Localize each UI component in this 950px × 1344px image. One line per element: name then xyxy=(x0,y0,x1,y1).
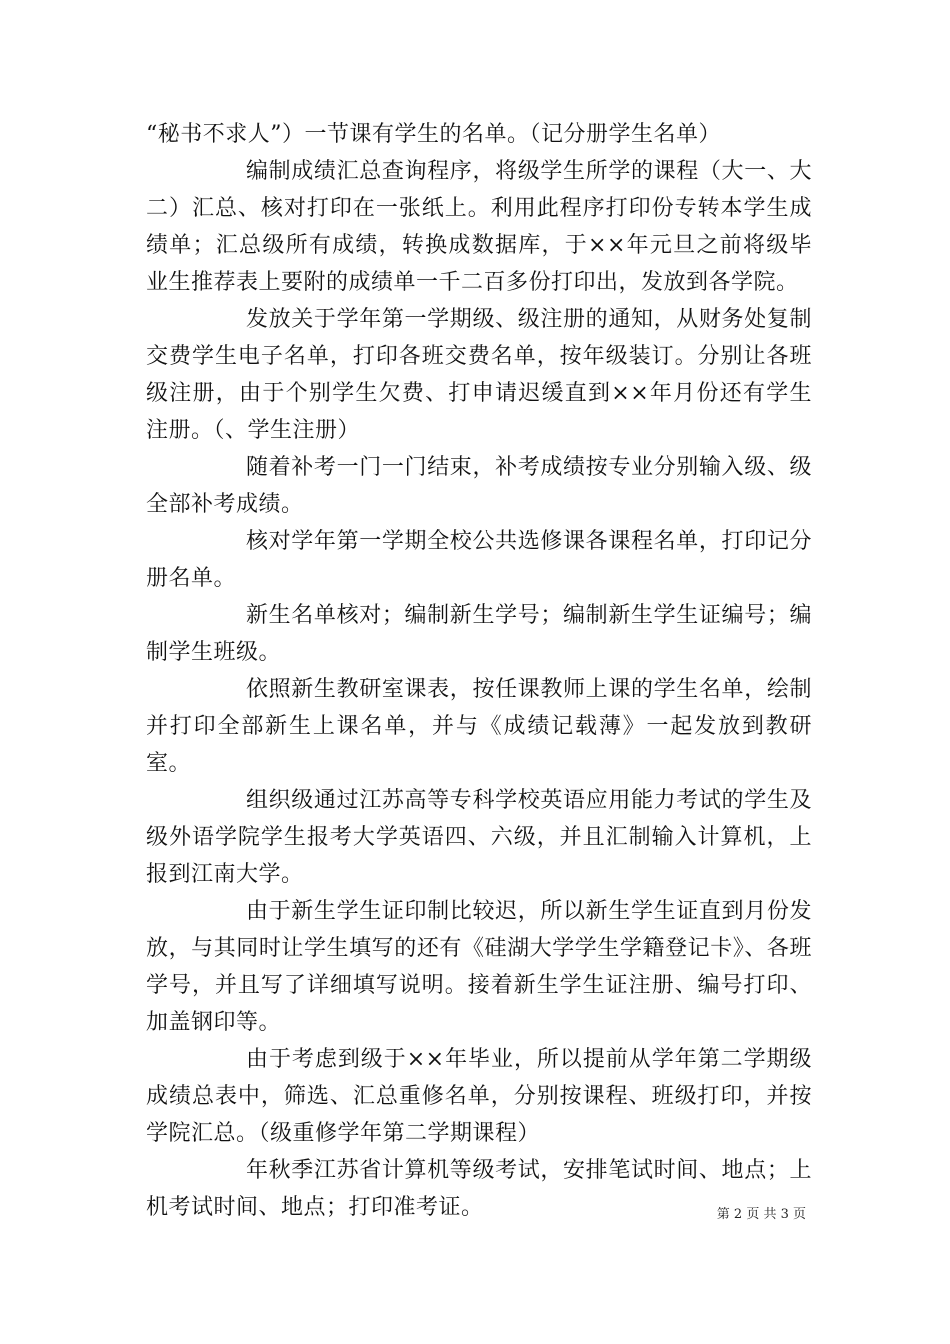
paragraph: 随着补考一门一门结束，补考成绩按专业分别输入级、级全部补考成绩。 xyxy=(146,455,812,517)
paragraph: 发放关于学年第一学期级、级注册的通知，从财务处复制交费学生电子名单，打印各班交费名单，按年级装订。分别让各班级注册，由于个别学生欠费、打申请迟缓直到××年月份还有学生注册。（、学生注册） xyxy=(146,307,812,443)
paragraph: “秘书不求人”）一节课有学生的名单。（记分册学生名单） xyxy=(146,122,721,147)
paragraph: 编制成绩汇总查询程序，将级学生所学的课程（大一、大二）汇总、核对打印在一张纸上。利用此程序打印份专转本学生成绩单；汇总级所有成绩，转换成数据库，于××年元旦之前将级毕业生推荐表上要附的成绩单一千二百多份打印出，发放到各学院。 xyxy=(146,159,812,295)
paragraph: 新生名单核对；编制新生学号；编制新生学生证编号；编制学生班级。 xyxy=(146,603,812,665)
paragraph: 由于新生学生证印制比较迟，所以新生学生证直到月份发放，与其同时让学生填写的还有《硅湖大学学生学籍登记卡》、各班学号，并且写了详细填写说明。接着新生学生证注册、编号打印、加盖钢印等。 xyxy=(146,899,812,1035)
page-number-footer: 第 2 页 共 3 页 xyxy=(716,1207,806,1222)
paragraph: 由于考虑到级于××年毕业，所以提前从学年第二学期级成绩总表中，筛选、汇总重修名单，分别按课程、班级打印，并按学院汇总。（级重修学年第二学期课程） xyxy=(146,1047,812,1146)
paragraph: 年秋季江苏省计算机等级考试，安排笔试时间、地点；上机考试时间、地点；打印准考证。 xyxy=(146,1158,812,1220)
paragraph: 组织级通过江苏高等专科学校英语应用能力考试的学生及级外语学院学生报考大学英语四、六级，并且汇制输入计算机，上报到江南大学。 xyxy=(146,788,812,887)
paragraph: 依照新生教研室课表，按任课教师上课的学生名单，绘制并打印全部新生上课名单，并与《成绩记载薄》一起发放到教研室。 xyxy=(146,677,812,776)
document-body xyxy=(146,116,812,1226)
paragraph: 核对学年第一学期全校公共选修课各课程名单，打印记分册名单。 xyxy=(146,529,812,591)
